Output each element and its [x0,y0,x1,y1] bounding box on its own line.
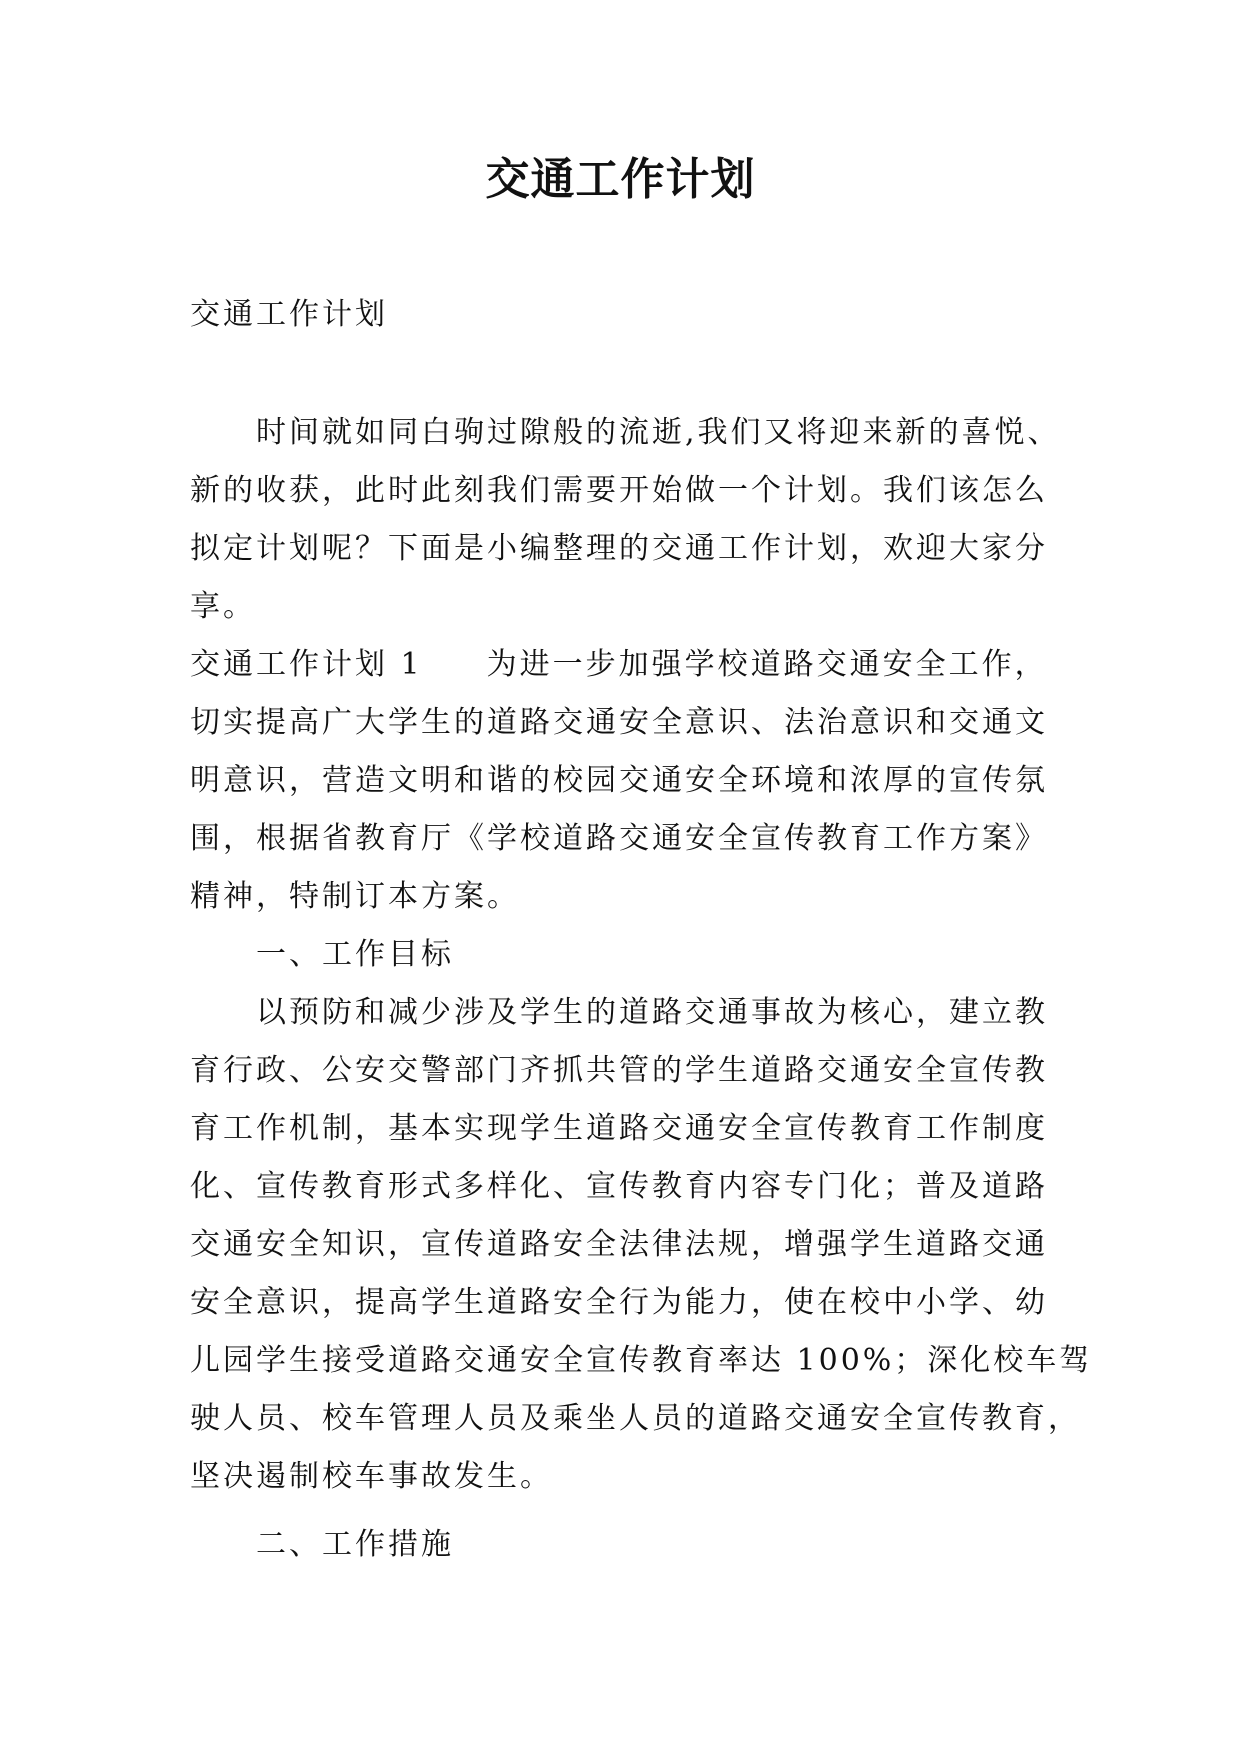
plan1-heading: 交通工作计划 1 [190,647,423,682]
section1-line: 交通安全知识，宣传道路安全法律法规，增强学生道路交通 [190,1227,1048,1262]
plan1-first-line [190,636,1070,694]
section1-heading: 一、工作目标 [256,937,454,972]
intro-line: 拟定计划呢？下面是小编整理的交通工作计划，欢迎大家分 [190,531,1048,566]
intro-line: 时间就如同白驹过隙般的流逝,我们又将迎来新的喜悦、 [256,415,1061,450]
section1-line: 育工作机制，基本实现学生道路交通安全宣传教育工作制度 [190,1111,1048,1146]
section1-line: 安全意识，提高学生道路安全行为能力，使在校中小学、幼 [190,1285,1048,1320]
plan1-line: 切实提高广大学生的道路交通安全意识、法治意识和交通文 [190,705,1048,740]
section1-line: 儿园学生接受道路交通安全宣传教育率达 100%；深化校车驾 [190,1343,1093,1378]
document-subtitle: 交通工作计划 [190,297,388,332]
plan1-line: 明意识，营造文明和谐的校园交通安全环境和浓厚的宣传氛 [190,763,1048,798]
intro-line: 享。 [190,589,256,624]
section1-line: 化、宣传教育形式多样化、宣传教育内容专门化；普及道路 [190,1169,1048,1204]
plan1-line: 为进一步加强学校道路交通安全工作， [486,647,1048,682]
plan1-line: 精神，特制订本方案。 [190,879,520,914]
section1-line: 坚决遏制校车事故发生。 [190,1459,553,1494]
document-title: 交通工作计划 [485,154,756,205]
document-body [190,286,1093,1574]
section2-heading: 二、工作措施 [256,1527,454,1562]
section1-line: 以预防和减少涉及学生的道路交通事故为核心，建立教 [256,995,1048,1030]
plan1-line: 围，根据省教育厅《学校道路交通安全宣传教育工作方案》 [190,821,1048,856]
intro-line: 新的收获，此时此刻我们需要开始做一个计划。我们该怎么 [190,473,1048,508]
section1-line: 育行政、公安交警部门齐抓共管的学生道路交通安全宣传教 [190,1053,1048,1088]
section1-line: 驶人员、校车管理人员及乘坐人员的道路交通安全宣传教育， [190,1401,1081,1436]
